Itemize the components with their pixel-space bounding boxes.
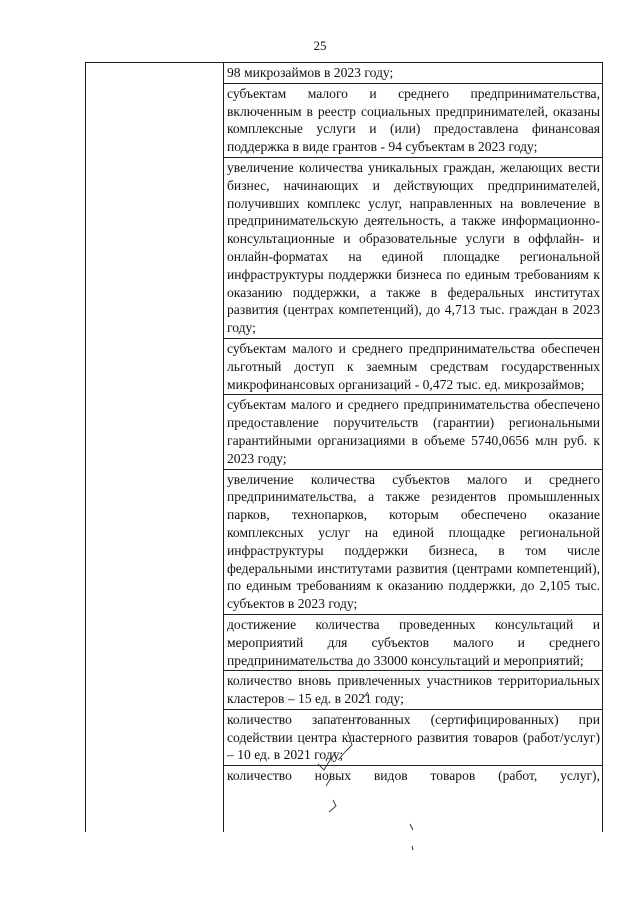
table-entry: увеличение количества уникальных граждан, желающих вести бизнес, начинающих и действующих предпринимателей, получивших комплекс услуг, направленных на вовлечение в предпринимательскую деятельность, а также информационно-консультационные и образовательные услуги в оффлайн- и онлайн-форматах на единой площадке региональной инфраструктуры поддержки бизнеса по единым требованиям к оказанию поддержки, а также в федеральных институтах развития (центрах компетенций), до 4,713 тыс. граждан в 2023 году; bbox=[224, 158, 602, 339]
table-entry: субъектам малого и среднего предпринимательства обеспечен льготный доступ к заемным средствам государственных микрофинансовых организаций - 0,472 тыс. ед. микрозаймов; bbox=[224, 339, 602, 395]
table-entry: 98 микрозаймов в 2023 году; bbox=[224, 63, 602, 84]
table-entry: количество новых видов товаров (работ, услуг), bbox=[227, 768, 600, 784]
table-right-column bbox=[224, 63, 602, 832]
table-entry: субъектам малого и среднего предпринимательства, включенным в реестр социальных предпринимателей, оказаны комплексные услуги и (или) предоставлена финансовая поддержка в виде грантов - 94 субъектам в 2023 году; bbox=[224, 84, 602, 158]
page-number: 25 bbox=[313, 38, 327, 53]
table-entry: достижение количества проведенных консультаций и мероприятий для субъектов малого и среднего предпринимательства до 33000 консультаций и мероприятий; bbox=[224, 615, 602, 671]
table-entry: увеличение количества субъектов малого и среднего предпринимательства, а также резидентов промышленных парков, технопарков, которым обеспечено оказание комплексных услуг на единой площадке региональной инфраструктуры поддержки бизнеса, в том числе федеральными институтами развития (центрами компетенций), по единым требованиям к оказанию поддержки, до 2,105 тыс. субъектов в 2023 году; bbox=[224, 470, 602, 615]
table-entry: количество запатентованных (сертифицированных) при содействии центра кластерного развития товаров (работ/услуг) – 10 ед. в 2021 году; bbox=[224, 710, 602, 766]
document-table bbox=[85, 62, 603, 832]
table-entry: количество вновь привлеченных участников территориальных кластеров – 15 ед. в 2021 году; bbox=[224, 671, 602, 710]
table-entry: субъектам малого и среднего предпринимательства обеспечено предоставление поручительств (гарантии) региональными гарантийными организациями в объеме 5740,0656 млн руб. к 2023 году; bbox=[224, 395, 602, 469]
table-left-column bbox=[86, 63, 224, 832]
